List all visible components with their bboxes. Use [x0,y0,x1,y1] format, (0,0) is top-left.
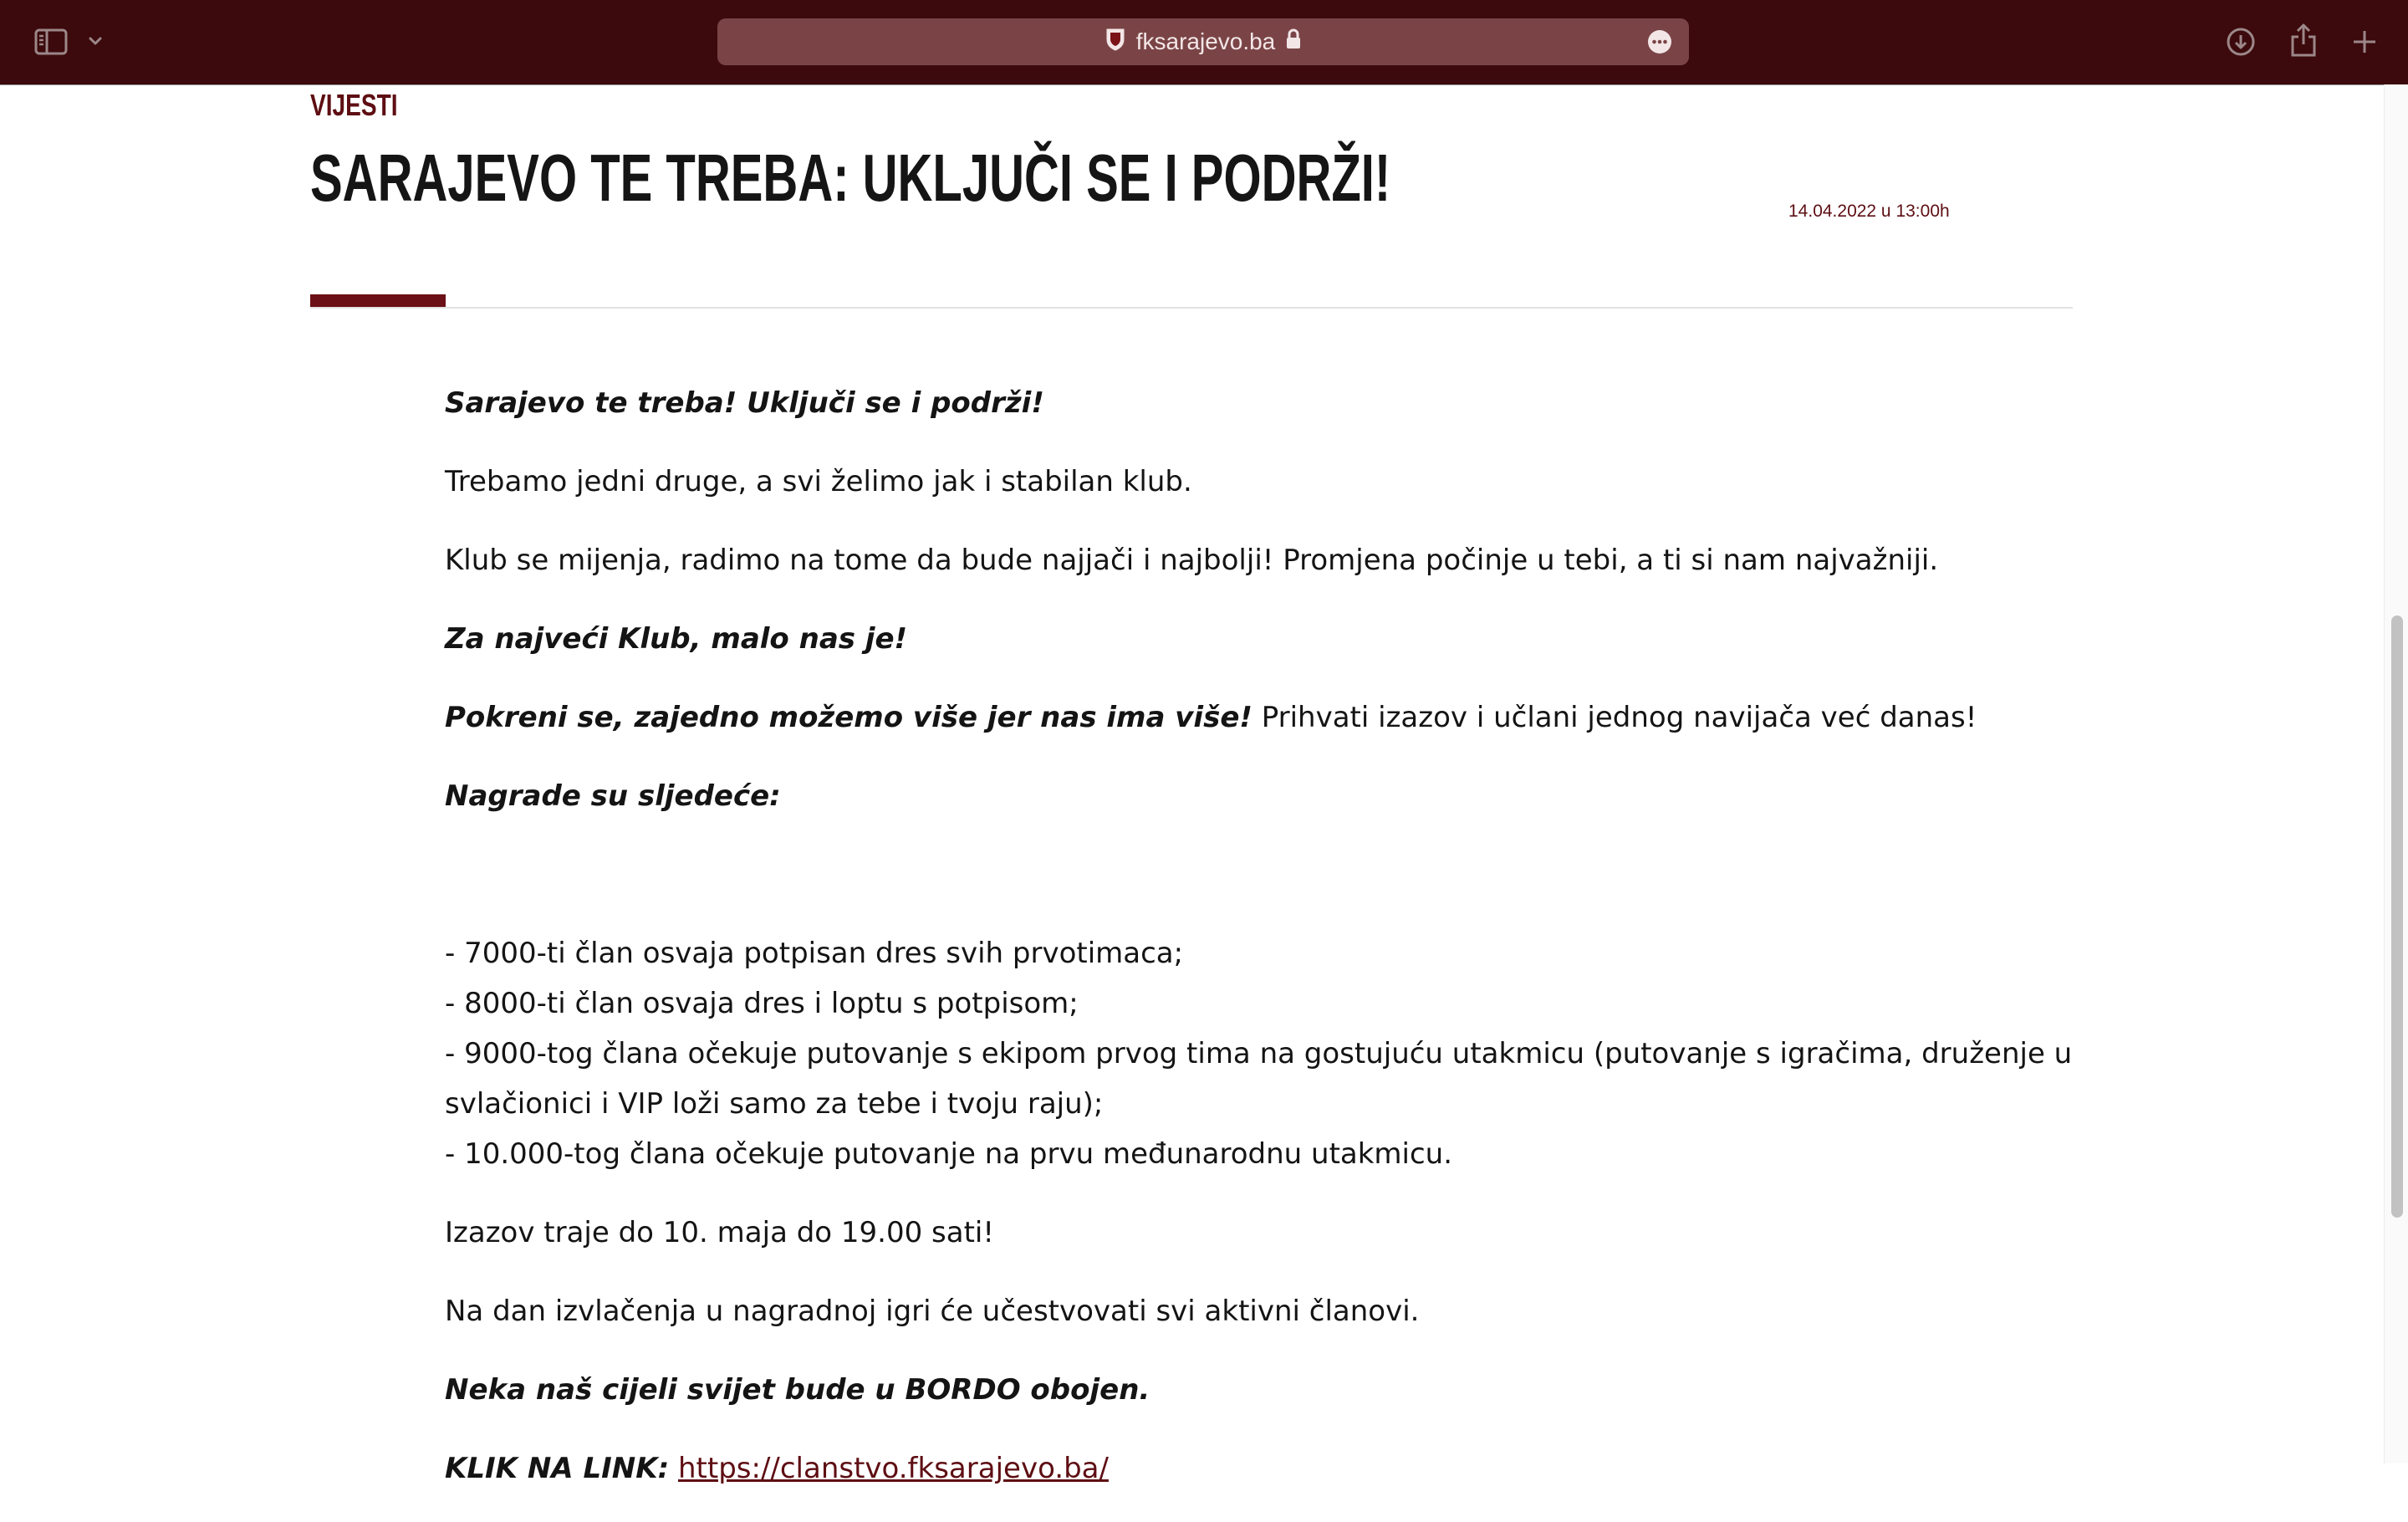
browser-toolbar [0,0,2408,84]
link-paragraph [445,1443,1900,1494]
paragraph: Trebamo jedni druge, a svi želimo jak i stabilan klub. [445,465,1192,498]
membership-link[interactable]: https://clanstvo.fksarajevo.ba/ [677,1452,1109,1485]
chevron-down-icon[interactable] [84,28,107,54]
paragraph: Izazov traje do 10. maja do 19.00 sati! [445,1216,995,1249]
lock-icon [1285,28,1302,56]
page-title: SARAJEVO TE TREBA: UKLJUČI SE I PODRŽI! [310,140,1391,215]
intro-heading: Sarajevo te treba! Uključi se i podrži! [445,386,1044,420]
scrollbar-thumb[interactable] [2391,615,2403,1218]
rewards-list [445,928,2073,1179]
plus-icon[interactable] [2348,25,2381,59]
link-prefix: KLIK NA LINK: [445,1452,670,1485]
title-divider-accent [310,294,446,307]
sidebar-icon[interactable] [32,25,70,59]
url-text: fksarajevo.ba [1135,28,1276,54]
list-item: - 7000-ti član osvaja potpisan dres svih prvotimaca; [445,937,1184,970]
article-body [445,378,2073,1522]
paragraph: Klub se mijenja, radimo na tome da bude najjači i najbolji! Promjena počinje u tebi, a ti si nam najvažniji. [445,544,1939,577]
download-icon[interactable] [2224,25,2258,59]
paragraph-text: Prihvati izazov i učlani jednog navijača već danas! [1252,701,1977,734]
article-page [0,84,2408,1485]
list-item: - 10.000-tog člana očekuje putovanje na prvu međunarodnu utakmicu. [445,1137,1453,1171]
paragraph: Na dan izvlačenja u nagradnoj igri će učestvovati svi aktivni članovi. [445,1295,1420,1328]
emphasis-paragraph: Za najveći Klub, malo nas je! [445,622,908,656]
category-label[interactable]: VIJESTI [310,88,398,122]
emphasis-text: Pokreni se, zajedno možemo više jer nas ima više! [445,701,1252,734]
publish-date: 14.04.2022 u 13:00h [1788,202,1950,221]
address-bar[interactable] [717,18,1689,65]
share-icon[interactable] [2287,20,2320,60]
list-item: - 9000-tog člana očekuje putovanje s ekipom prvog tima na gostujuću utakmicu (putovanje s igračima, druženje u [445,1037,2073,1070]
more-icon[interactable] [1647,29,1672,54]
title-divider [310,307,2073,309]
spacer [445,850,1900,900]
list-item: - 8000-ti član osvaja dres i loptu s potpisom; [445,987,1079,1020]
shield-icon [1105,27,1126,58]
paragraph [445,692,1977,743]
rewards-heading: Nagrade su sljedeće: [445,779,781,813]
emphasis-paragraph: Neka naš cijeli svijet bude u BORDO obojen. [445,1373,1150,1407]
list-item: svlačionici i VIP loži samo za tebe i tvoju raju); [445,1087,1104,1121]
